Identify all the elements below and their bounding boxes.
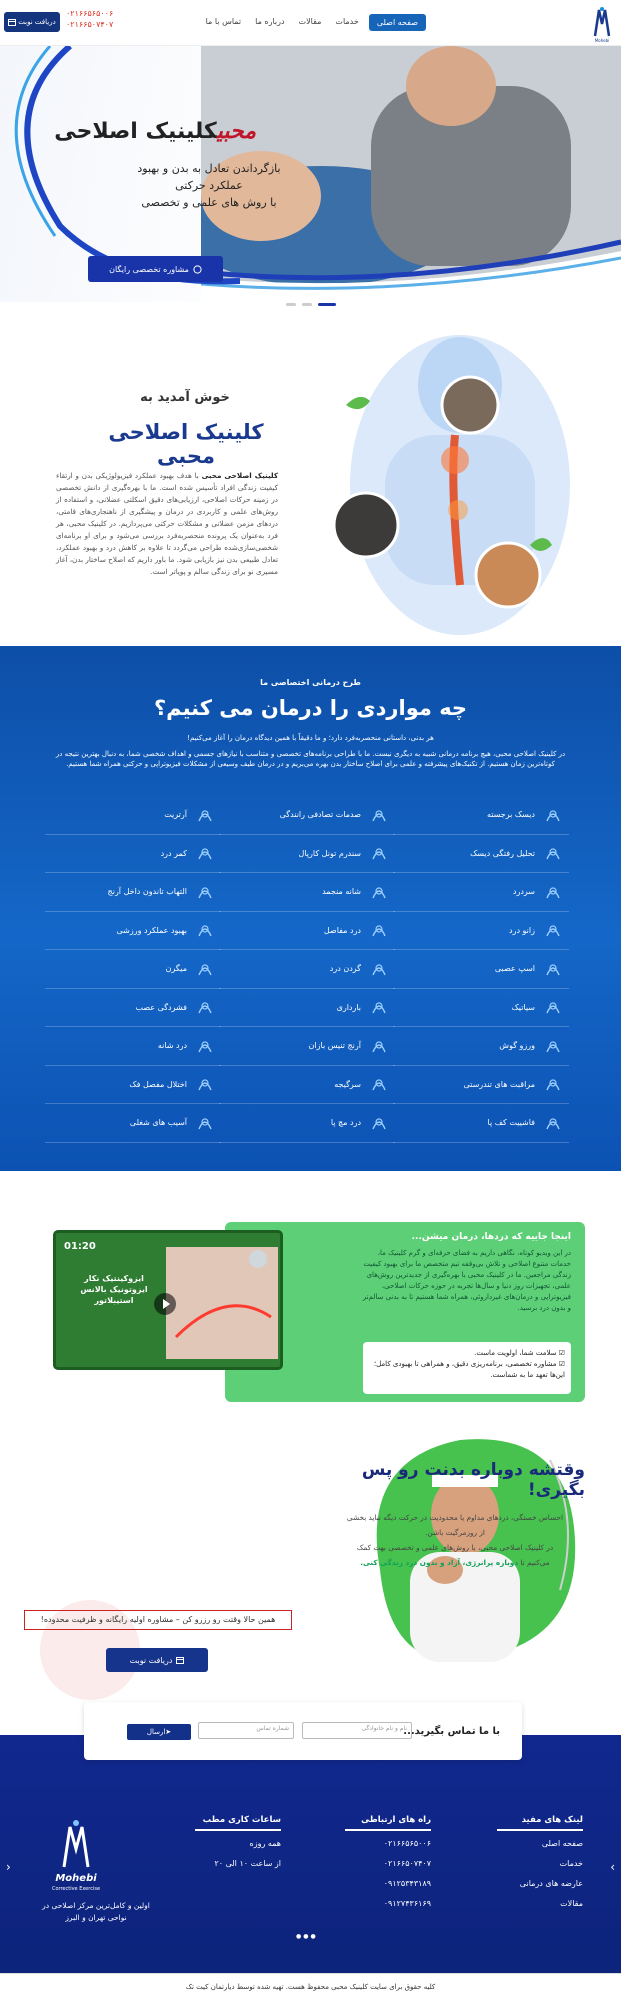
treatment-item[interactable] (45, 1104, 221, 1143)
appointment-button[interactable] (4, 12, 60, 32)
treatment-label: آسیب های شغلی (129, 1118, 187, 1128)
spine-illustration (330, 325, 570, 635)
back-to-life-section (0, 1400, 621, 1700)
treatment-label: سندرم تونل کارپال (298, 848, 361, 858)
treatment-icon (369, 920, 389, 940)
treatment-item[interactable] (45, 796, 221, 835)
reservation-note: همین حالا وقتت رو رزرو کن – مشاوره اولیه رایگانه و ظرفیت محدوده! (24, 1610, 292, 1630)
treatment-item[interactable] (219, 1027, 395, 1066)
treatments-section (0, 646, 621, 1171)
back-appointment-label: دریافت نوبت (129, 1655, 173, 1665)
treatment-icon (543, 997, 563, 1017)
treatment-icon (369, 959, 389, 979)
treatment-item[interactable] (45, 1066, 221, 1105)
site-footer (0, 1735, 621, 2000)
treatment-item[interactable] (45, 912, 221, 951)
treatment-item[interactable] (45, 835, 221, 874)
treatment-icon (195, 1074, 215, 1094)
hero-subtitle-line2: با روش های علمی و تخصصی (141, 196, 277, 209)
video-thumb-image (166, 1247, 278, 1359)
treatment-item[interactable] (393, 950, 569, 989)
nav-home[interactable]: صفحه اصلی (369, 14, 426, 31)
treatment-icon (369, 843, 389, 863)
treatment-label: صدمات تصادفی رانندگی (279, 810, 361, 820)
send-icon: ➤ (165, 1728, 172, 1736)
check-icon: ☑ (556, 1349, 565, 1357)
treatment-icon (195, 1036, 215, 1056)
treatments-title: چه مواردی را درمان می کنیم؟ (153, 696, 468, 720)
treatment-label: درد مچ پا (330, 1118, 361, 1128)
footer-brand-sub: Corrective Exercise (51, 1886, 101, 1892)
welcome-brand-lead: کلینیک اصلاحی محبی (201, 471, 278, 480)
treatment-item[interactable] (45, 989, 221, 1028)
footer-pager: ●●● (296, 1933, 318, 1940)
treatment-item[interactable] (219, 796, 395, 835)
header-phones[interactable] (66, 8, 113, 30)
treatment-icon (543, 1074, 563, 1094)
welcome-paragraph (56, 470, 278, 578)
treatment-icon (195, 997, 215, 1017)
free-consult-label: مشاوره تخصصی رایگان (109, 264, 189, 274)
contact-title: با ما تماس بگیرید... (403, 1726, 500, 1737)
treatment-icon (195, 805, 215, 825)
treatments-kicker: طرح درمانی اختصاصی ما (260, 678, 361, 687)
back-heading: وقتشه دوباره بدنت رو پس بگیری! (361, 1460, 585, 1500)
footer-phone[interactable]: ۰۲۱۶۶۵۰۷۴۰۷ (383, 1859, 431, 1868)
treatment-label: زانو درد (509, 925, 535, 935)
treatment-label: دیسک برجسته (486, 810, 535, 820)
treatment-column-middle (219, 796, 395, 1143)
footer-phone[interactable]: ۰۲۱۶۶۵۶۵۰۰۶ (383, 1839, 431, 1848)
hero-title-main: کلینیک اصلاحی (54, 119, 217, 144)
footer-link-home[interactable]: صفحه اصلی (541, 1839, 583, 1848)
treatment-icon (195, 959, 215, 979)
footer-arrow-left[interactable]: ‹ (6, 1860, 11, 1874)
welcome-title: کلینیک اصلاحی محبی (108, 420, 264, 468)
treatments-intro-2: در کلینیک اصلاحی محبی، هیچ برنامه درمانی شبیه به دیگری نیست. ما با طراحی برنامه‌های تخصصی و متناسب با نیازهای جسمی و اهداف شخصی شما، به دنبال بهترین نتیجه در کوتاه‌ترین زمان هستیم. از تکنیک‌های پیشرفته و علمی برای اصلاح ساختار بدن بهره می‌بریم و در درمان طیف وسیعی از مشکلات فیزیوتراپی و حرکتی همراه شما هستیم. (55, 750, 566, 768)
back-decoration (20, 1590, 160, 1700)
treatment-icon (195, 882, 215, 902)
treatment-label: شانه منجمد (322, 887, 361, 897)
video-commitment-box (363, 1342, 571, 1394)
footer-link-services[interactable]: خدمات (559, 1859, 583, 1868)
treatment-item[interactable] (393, 1066, 569, 1105)
send-button[interactable] (127, 1724, 191, 1740)
copyright-bar: کلیه حقوق برای سایت کلینیک محبی محفوظ هست. تهیه شده توسط دیارتمان کیت تک (0, 1973, 621, 2000)
treatment-label: سردرد (512, 887, 535, 897)
nav-about[interactable]: درباره ما (255, 17, 285, 26)
treatment-label: میگرن (165, 964, 187, 974)
contact-form (84, 1702, 522, 1760)
treatment-item[interactable] (45, 1027, 221, 1066)
footer-contact-title: راه های ارتباطی (345, 1815, 431, 1831)
treatment-label: سیاتیک (511, 1002, 535, 1012)
back-paragraph-2-text: در کلینیک اصلاحی محبی، با روش‌های علمی و تخصصی بهت کمک می‌کنیم تا (356, 1543, 554, 1567)
nav-contact[interactable]: تماس با ما (205, 17, 242, 26)
welcome-text: با هدف بهبود عملکرد فیزیولوژیکی بدن و ارتقاء کیفیت زندگی افراد تأسیس شده است. ما با بهره‌گیری از دانش تخصصی در زمینه حرکات اصلاحی، ارزیابی‌های دقیق اسکلتی عضلانی، و استفاده از روش‌های علمی و کاربردی در درمان و پیشگیری از ناهنجاری‌های قامتی، دردهای مزمن عضلانی و مشکلات حرکتی می‌پردازیم. در کلینیک محبی، هر فرد به‌عنوان یک پرونده منحصربه‌فرد بررسی می‌شود و برای او برنامه‌ای شخصی‌سازی‌شده طراحی می‌گردد تا علاوه بر کاهش درد و بهبود عملکرد، تعادل طبیعی بدن نیز بازیابی شود. ما باور داریم که اصلاح ساختار بدن، آغاز مسیری نو برای زندگی سالم و پویاتر است. (56, 471, 278, 576)
video-thumb-text: ایزوکینتیک نکار ایزوتونیک بالانس استیبلاتور (80, 1274, 148, 1305)
treatment-icon (543, 843, 563, 863)
treatment-column-right (393, 796, 569, 1143)
treatment-label: بارداری (336, 1002, 361, 1012)
treatment-label: گردن درد (329, 964, 361, 974)
treatment-item[interactable] (393, 989, 569, 1028)
footer-hours (195, 1815, 281, 1879)
video-paragraph: در این ویدیو کوتاه، نگاهی داریم به فضای حرفه‌ای و گرم کلینیک ما، خدمات متنوع اصلاحی و تلاش بی‌وقفه تیم متخصص ما برای بهبود کیفیت زندگی مراجعین. ما در کلینیک محبی با بهره‌گیری از جدیدترین روش‌های علمی، تجهیزات روز دنیا و سال‌ها تجربه در حوزه حرکات اصلاحی، فیزیوتراپی و درمان‌های غیرداروئی، همراه شما هستیم تا به بدنی سالم‌تر و بدون درد برسید. (362, 1249, 571, 1312)
play-icon[interactable] (154, 1293, 176, 1315)
treatment-label: سرگیجه (334, 1079, 361, 1089)
treatment-label: اختلال مفصل فک (129, 1079, 187, 1089)
treatment-label: تحلیل رفتگی دیسک (470, 848, 535, 858)
footer-hours-days: همه روزه (249, 1839, 281, 1848)
welcome-greeting: خوش آمدید به (140, 390, 230, 405)
site-header (0, 0, 621, 46)
treatment-icon (369, 1036, 389, 1056)
treatment-icon (543, 1036, 563, 1056)
footer-phone[interactable]: ۰۹۱۲۵۳۴۳۱۸۹ (383, 1879, 431, 1888)
treatment-label: آرتریت (164, 810, 187, 820)
treatment-label: التهاب تاندون داخل آرنج (107, 887, 187, 897)
treatment-icon (369, 997, 389, 1017)
header-phone-2[interactable]: ۰۲۱۶۶۵۰۷۴۰۷ (66, 20, 114, 29)
treatment-item[interactable] (219, 873, 395, 912)
footer-description: اولین و کامل‌ترین مرکز اصلاحی در نواحی تهران و البرز (42, 1901, 150, 1922)
footer-brand: Mohebi (55, 1873, 97, 1884)
treatment-icon (543, 1113, 563, 1133)
treatment-item[interactable] (393, 912, 569, 951)
treatment-icon (543, 959, 563, 979)
treatment-item[interactable] (219, 989, 395, 1028)
treatments-intro-1: هر بدنی، داستانی منحصر‌به‌فرد دارد؛ و ما دقیقاً با همین دیدگاه درمان را آغاز می‌کنیم! (187, 734, 434, 742)
free-consult-button[interactable] (88, 256, 223, 282)
appointment-label: دریافت نوبت (18, 18, 56, 26)
treatment-item[interactable] (45, 950, 221, 989)
footer-hours-title: ساعات کاری مطب (195, 1815, 281, 1831)
commitment-point-1 (369, 1348, 565, 1359)
treatment-label: فاشییت کف پا (487, 1118, 535, 1128)
hero-subtitle-line1: بازگرداندن تعادل به بدن و بهبود عملکرد حرکتی (137, 162, 281, 192)
header-phone-1[interactable]: ۰۲۱۶۶۵۶۵۰۰۶ (66, 9, 114, 18)
treatment-item[interactable] (393, 796, 569, 835)
slider-dot-active[interactable] (318, 303, 336, 306)
treatment-label: فشردگی عصب (135, 1002, 187, 1012)
hero-title-brand: محبی (216, 118, 256, 144)
treatment-label: درد شانه (157, 1041, 187, 1051)
welcome-section (0, 320, 621, 640)
logo-text: Mohebi (594, 38, 610, 43)
footer-arrow-right[interactable]: › (610, 1860, 615, 1874)
calendar-icon (176, 1656, 184, 1664)
treatment-item[interactable] (45, 873, 221, 912)
main-nav (202, 14, 426, 31)
treatment-item[interactable] (393, 835, 569, 874)
footer-links-title: لینک های مفید (497, 1815, 583, 1831)
hero-title (54, 118, 256, 144)
treatment-item[interactable] (393, 1027, 569, 1066)
treatment-icon (195, 920, 215, 940)
commitment-text-1: سلامت شما، اولویت ماست. (474, 1349, 557, 1357)
hero-slider (0, 46, 621, 302)
treatment-label: بهبود عملکرد ورزشی (116, 925, 187, 935)
nav-articles[interactable]: مقالات (298, 17, 322, 26)
treatment-icon (369, 805, 389, 825)
video-time: 01:20 (64, 1241, 96, 1252)
phone-input[interactable]: شماره تماس (198, 1722, 294, 1739)
treatment-icon (543, 882, 563, 902)
treatment-label: درد مفاصل (323, 925, 361, 935)
chat-icon (193, 265, 202, 274)
treatment-icon (195, 1113, 215, 1133)
treatment-icon (543, 920, 563, 940)
check-icon: ☑ (556, 1360, 565, 1368)
mohebi-logo[interactable] (591, 6, 613, 40)
footer-link-articles[interactable]: مقالات (560, 1899, 583, 1908)
treatment-item[interactable] (393, 1104, 569, 1143)
treatment-item[interactable] (219, 950, 395, 989)
back-paragraph (345, 1510, 565, 1570)
treatment-label: مراقبت های تندرستی (463, 1079, 535, 1089)
treatment-item[interactable] (393, 873, 569, 912)
treatment-label: ورزو گوش (499, 1041, 535, 1051)
treatment-icon (369, 1074, 389, 1094)
treatment-column-left (45, 796, 221, 1143)
footer-link-conditions[interactable]: عارضه های درمانی (519, 1879, 583, 1888)
back-paragraph-1: احساس خستگی، دردهای مداوم یا محدودیت در حرکت دیگه نباید بخشی از روزمرگیت باشن. (346, 1513, 564, 1537)
calendar-icon (8, 18, 16, 26)
commitment-text-2: مشاوره تخصصی، برنامه‌ریزی دقیق، و همراهی تا بهبودی کامل؛ این‌ها تعهد ما به شماست. (373, 1360, 565, 1379)
hero-subtitle (129, 160, 289, 211)
treatment-item[interactable] (219, 1104, 395, 1143)
treatment-icon (195, 843, 215, 863)
slider-dot[interactable] (286, 303, 296, 306)
back-appointment-button[interactable] (106, 1648, 208, 1672)
slider-dot[interactable] (302, 303, 312, 306)
commitment-point-2 (369, 1359, 565, 1381)
treatment-icon (369, 882, 389, 902)
send-label: ارسال (146, 1728, 166, 1736)
treatment-item[interactable] (219, 835, 395, 874)
nav-services[interactable]: خدمات (335, 17, 359, 26)
footer-logo (56, 1817, 96, 1877)
name-input[interactable]: نام و نام خانوادگی (302, 1722, 412, 1739)
back-paragraph-2 (345, 1540, 565, 1570)
footer-links (497, 1815, 583, 1919)
footer-phone[interactable]: ۰۹۱۲۷۴۳۶۱۶۹ (383, 1899, 431, 1908)
treatment-label: اسپ عصبی (494, 964, 535, 974)
treatment-label: کمر درد (160, 848, 187, 858)
treatment-icon (369, 1113, 389, 1133)
video-heading: اینجا جاییه که دردها، درمان میشن... (411, 1232, 571, 1242)
treatment-item[interactable] (219, 1066, 395, 1105)
treatment-icon (543, 805, 563, 825)
video-player[interactable] (53, 1230, 283, 1370)
footer-contacts (345, 1815, 431, 1919)
video-section (0, 1190, 621, 1395)
footer-hours-time: از ساعت ۱۰ الی ۲۰ (214, 1859, 281, 1868)
treatment-label: آرنج تنیس بازان (308, 1041, 361, 1051)
treatment-item[interactable] (219, 912, 395, 951)
back-paragraph-2-green: دوباره پرانرژی، آزاد و بدون درد زندگی کنی. (360, 1558, 519, 1567)
